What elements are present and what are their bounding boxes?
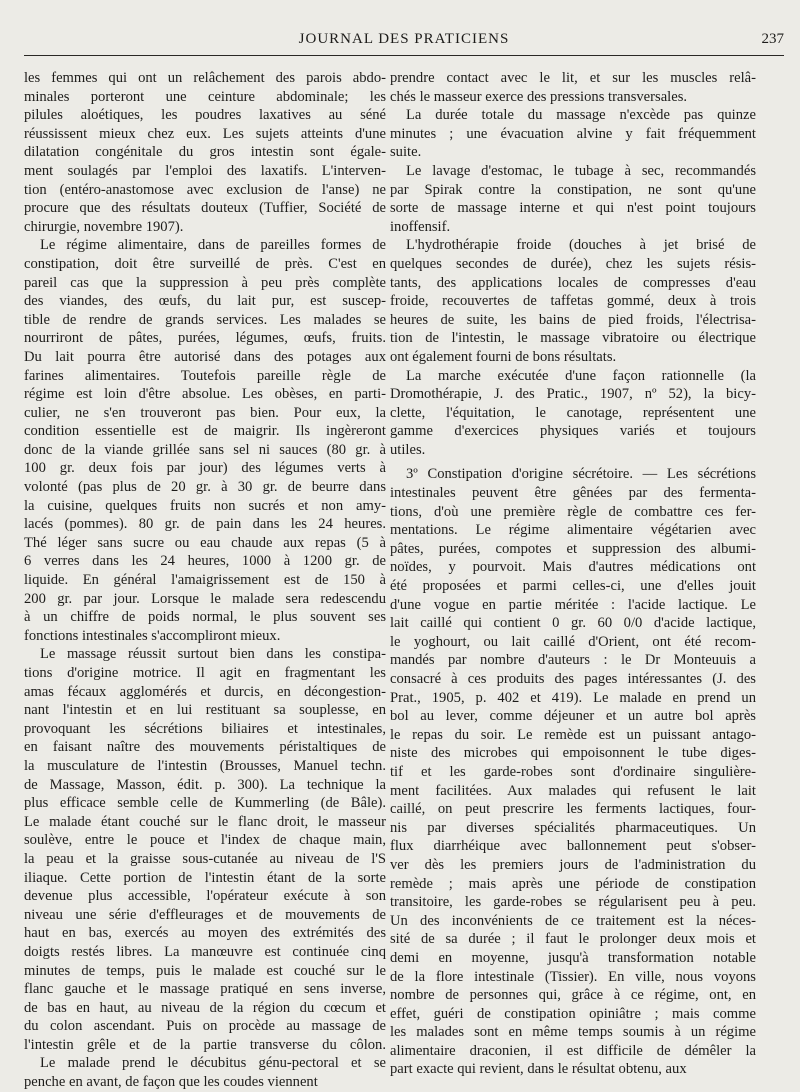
- text-line: plus efficace semble celle de Kummerling (de Bâle).: [24, 795, 386, 812]
- text-line: constipation, doit être surveillé de près. C'est en: [24, 255, 386, 272]
- text-line: procure que des résultats douteux (Tuffier, Société de: [24, 200, 386, 217]
- text-line: tions d'origine motrice. Il agit en fragmentant les: [24, 665, 386, 681]
- text-line: prendre contact avec le lit, et sur les muscles relâ-: [390, 70, 756, 86]
- text-line: la cuisine, quelques fruits non sucrés et non amy-: [24, 497, 386, 514]
- text-line: fonctions intestinales s'accompliront mieux.: [24, 627, 281, 644]
- text-line: pilules aloétiques, les poudres laxatives au séné: [24, 107, 386, 124]
- journal-title: JOURNAL DES PRATICIENS: [298, 31, 510, 47]
- text-line: inoffensif.: [390, 218, 451, 235]
- text-line: La marche exécutée d'une façon rationnelle (la: [406, 367, 756, 384]
- text-line: remède ; mais après une période de constipation: [390, 875, 756, 892]
- text-line: chirurgie, novembre 1907).: [24, 218, 184, 235]
- text-line: 100 gr. deux fois par jour) des légumes verts à: [24, 460, 386, 477]
- text-line: ment soulagés par l'emploi des laxatifs. L'interven-: [24, 162, 386, 179]
- text-line: culier, ne s'en trouveront pas bien. Pour eux, la: [24, 404, 386, 421]
- text-line: en faisant naître des mouvements péristaltiques de: [24, 739, 386, 756]
- text-line: farines alimentaires. Toutefois pareille règle de: [24, 367, 386, 384]
- text-line: Le malade prend le décubitus génu-pectoral et se: [40, 1055, 386, 1072]
- text-line: Dromothérapie, J. des Pratic., 1907, nº 52), la bicy-: [390, 386, 756, 403]
- text-line: la musculature de l'intestin (Brousses, Manuel techn.: [24, 757, 386, 774]
- text-line: tif et les garde-robes sont d'ordinaire singulière-: [390, 763, 756, 780]
- text-line: froide, recouvertes de taffetas gommé, deux à trois: [390, 293, 756, 310]
- text-line: consacré à ces produits des pages intéressantes (J. des: [390, 671, 756, 687]
- text-line: niveau une série d'effleurages et de mouvements de: [24, 906, 386, 923]
- text-line: alimentaire draconien, il est difficile de démêler la: [390, 1042, 756, 1059]
- text-line: les malades sont en même temps soumis à un régime: [390, 1024, 756, 1041]
- text-line: le repas du soir. Le remède est un puissant antago-: [390, 726, 756, 743]
- text-line: de bas en haut, au niveau de la région du cœcum et: [24, 999, 386, 1016]
- text-line: nant l'intestin et en lui restituant sa souplesse, en: [24, 702, 386, 719]
- text-line: dilatation congénitale du gros intestin sont égale-: [24, 144, 386, 161]
- text-line: régime est loin d'être absolue. Les obèses, en parti-: [24, 386, 386, 403]
- text-line: des viandes, des œufs, du lait pur, est suscep-: [24, 293, 386, 310]
- text-line: transitoire, les garde-robes se régularisent peu à peu.: [390, 894, 756, 911]
- text-line: les femmes qui ont un relâchement des parois abdo-: [24, 70, 386, 86]
- text-line: minutes ; une évacuation alvine y fait fréquemment: [390, 125, 756, 142]
- text-line: minutes de temps, puis le malade est couché sur le: [24, 962, 386, 979]
- text-line: La durée totale du massage n'excède pas quinze: [406, 107, 756, 124]
- text-line: lait caillé qui contient 0 gr. 60 0/0 d'acide lactique,: [390, 615, 756, 632]
- text-line: de Massage, Masson, édit. p. 300). La technique la: [24, 776, 386, 793]
- text-line: ont également fourni de bons résultats.: [390, 348, 617, 365]
- text-line: tion (entéro-anastomose avec exclusion de l'anse) ne: [24, 181, 386, 198]
- text-line: pareil cas que la suppression à peu près complète: [24, 274, 386, 291]
- text-line: nis par diverses spécialités pharmaceutiques. Un: [390, 819, 756, 836]
- text-line: demi en moyenne, jusqu'à transformation notable: [390, 949, 756, 966]
- text-line: effet, guéri de constipation opiniâtre ; mais comme: [390, 1005, 756, 1022]
- text-line: chés le masseur exerce des pressions transversales.: [390, 88, 688, 105]
- text-line: Le massage réussit surtout bien dans les constipa-: [40, 646, 386, 663]
- text-line: Un des inconvénients de ce traitement est la néces-: [390, 912, 756, 929]
- text-line: donc de la viande grillée sans sel ni sauces (80 gr. à: [24, 441, 386, 458]
- text-line: condition essentielle est de maigrir. Ils ingèreront: [24, 423, 386, 440]
- text-line: ment facilitées. Aux malades qui refusent le lait: [390, 782, 756, 799]
- left-column: [24, 69, 386, 1091]
- text-line: du colon ascendant. Puis on procède au massage de: [24, 1018, 386, 1035]
- text-line: Thé léger sans sucre ou eau chaude aux repas (5 à: [24, 534, 386, 551]
- text-line: mandés par nombre d'auteurs : le Dr Monteuuis a: [390, 652, 756, 669]
- text-line: clette, l'équitation, le canotage, représentent une: [390, 404, 756, 421]
- text-line: heures de suite, les bains de pied froids, l'électrisa-: [390, 311, 756, 328]
- text-line: provoquant les sécrétions biliaires et intestinales,: [24, 720, 386, 737]
- text-line: L'hydrothérapie froide (douches à jet brisé de: [406, 237, 756, 254]
- text-line: niste des microbes qui empoisonnent le tube diges-: [390, 745, 756, 762]
- running-header: [24, 27, 784, 53]
- text-line: liquide. En général l'amaigrissement est de 150 à: [24, 572, 386, 589]
- text-line: flux diarrhéique avec ballonnement peut s'obser-: [390, 838, 756, 855]
- text-line: devenue plus accessible, l'opérateur exécute à son: [24, 888, 386, 905]
- text-line: noïdes, y pourvoit. Mais d'autres médications ont: [390, 559, 756, 576]
- text-line: sorte de massage interne et qui n'est point toujours: [390, 200, 756, 217]
- text-line: part exacte qui revient, dans le résultat obtenu, aux: [390, 1061, 687, 1078]
- text-line: Le malade étant couché sur le flanc droit, le masseur: [24, 813, 386, 830]
- right-column: [390, 69, 756, 1078]
- text-line: doigts restés libres. La manœuvre est continuée cinq: [24, 943, 386, 960]
- text-line: été proposées et parmi celles-ci, une d'elles jouit: [390, 578, 756, 595]
- text-line: soulève, entre le pouce et l'index de chaque main,: [24, 832, 386, 849]
- text-line: Du lait pourra être autorisé dans des potages aux: [24, 348, 386, 365]
- text-line: tion de l'intestin, le massage vibratoire ou électrique: [390, 330, 756, 347]
- text-line: tions, d'où une première règle de combattre ces fer-: [390, 503, 756, 520]
- text-line: la peau et la graisse sous-cutanée au niveau de l'S: [24, 850, 386, 867]
- text-line: bol au lever, comme déjeuner et un autre bol après: [390, 708, 756, 725]
- text-line: tants, des applications locales de compresses d'eau: [390, 274, 756, 291]
- text-line: lacés (pommes). 80 gr. de pain dans les 24 heures.: [24, 516, 386, 533]
- text-line: haut en bas, exercés au moyen des extrémités des: [24, 925, 386, 942]
- text-line: quelques secondes de durée), chez les sujets résis-: [390, 255, 756, 272]
- text-line: tible de rendre de grands services. Les malades se: [24, 311, 386, 328]
- text-line: 200 gr. par jour. Lorsque le malade sera redescendu: [24, 590, 386, 607]
- text-line: amas fécaux agglomérés et durcis, en décongestion-: [24, 683, 386, 700]
- text-line: à un chiffre de poids normal, le plus souvent ses: [24, 609, 386, 626]
- text-line: l'intestin grêle et de la partie transverse du côlon.: [24, 1036, 386, 1053]
- text-line: Prat., 1905, p. 402 et 419). Le malade en prend un: [390, 689, 756, 706]
- text-line: penche en avant, de façon que les coudes viennent: [24, 1074, 318, 1091]
- page-number: 237: [761, 31, 784, 47]
- text-line: minales porteront une ceinture abdominale; les: [24, 88, 386, 105]
- text-line: intestinales peuvent être gênées par des fermenta-: [390, 485, 756, 502]
- text-line: par Spirak contre la constipation, ne sont qu'une: [390, 181, 756, 198]
- text-line: flanc gauche et le massage pratiqué en sens inverse,: [24, 981, 386, 998]
- text-line: gamme d'exercices physiques variés et toujours: [390, 423, 756, 440]
- text-line: utiles.: [390, 441, 426, 458]
- text-line: 3º Constipation d'origine sécrétoire. — Les sécrétions: [406, 466, 756, 483]
- text-line: caillé, on peut prescrire les ferments lactiques, four-: [390, 801, 756, 818]
- text-line: 6 verres dans les 24 heures, 1000 à 1200 gr. de: [24, 553, 386, 570]
- text-line: le yoghourt, ou lait caillé d'Orient, ont été recom-: [390, 633, 756, 650]
- text-line: volonté (pas plus de 20 gr. à 30 gr. de beurre dans: [24, 479, 386, 496]
- text-line: pâtes, purées, compotes et suppression des albumi-: [390, 540, 756, 557]
- text-line: ver dès les premiers jours de l'administration du: [390, 856, 756, 873]
- text-line: sité de sa durée ; il faut le prolonger deux mois et: [390, 931, 756, 948]
- text-line: nourriront de pâtes, purées, légumes, œufs, fruits.: [24, 330, 386, 347]
- text-line: de la flore intestinale (Tissier). En ville, nous voyons: [390, 968, 756, 985]
- text-line: Le lavage d'estomac, le tubage à sec, recommandés: [406, 162, 756, 179]
- header-rule: [24, 55, 784, 56]
- text-line: iliaque. Cette portion de l'intestin étant de la sorte: [24, 869, 386, 886]
- text-line: suite.: [390, 144, 422, 161]
- text-line: d'une vogue en partie méritée : l'acide lactique. Le: [390, 596, 756, 613]
- text-line: nombre de personnes qui, grâce à ce régime, ont, en: [390, 987, 756, 1004]
- text-line: Le régime alimentaire, dans de pareilles formes de: [40, 237, 386, 254]
- text-line: réussissent mieux chez eux. Les sujets atteints d'une: [24, 125, 386, 142]
- text-line: mentations. Le régime alimentaire végétarien avec: [390, 522, 756, 539]
